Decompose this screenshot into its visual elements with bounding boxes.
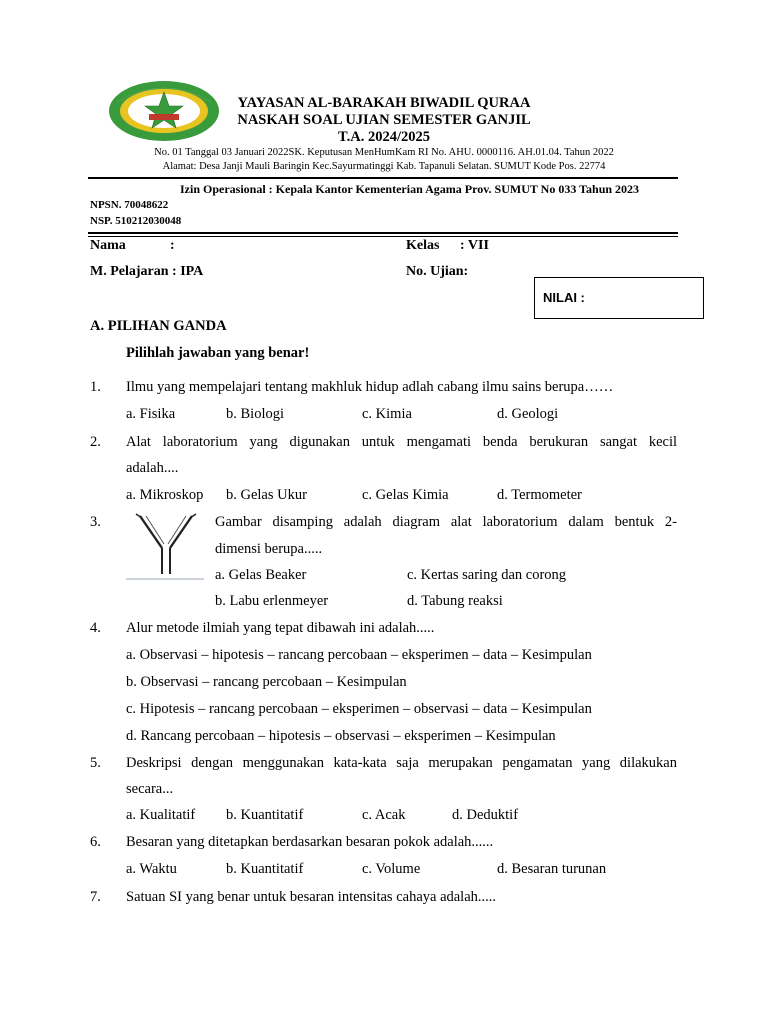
option-d: d. Geologi <box>497 406 559 422</box>
academic-year: T.A. 2024/2025 <box>338 129 430 145</box>
question-text: Deskripsi dengan menggunakan kata-kata saja merupakan pengamatan yang dilakukan <box>126 755 677 771</box>
npsn: NPSN. 70048622 <box>90 199 169 211</box>
institution-title: YAYASAN AL-BARAKAH BIWADIL QURAA <box>237 95 531 111</box>
option-c: c. Hipotesis – rancang percobaan – eksperimen – observasi – data – Kesimpulan <box>126 701 592 717</box>
option-b: b. Kuantitatif <box>226 807 304 823</box>
option-c: c. Kertas saring dan corong <box>407 567 567 583</box>
address: Alamat: Desa Janji Mauli Baringin Kec.Sayurmatinggi Kab. Tapanuli Selatan. SUMUT Kode Pos. 22774 <box>162 161 606 172</box>
option-a: a. Fisika <box>126 406 176 422</box>
double-rule-bottom <box>88 236 678 237</box>
kelas-value: : VII <box>460 238 489 253</box>
option-d: d. Besaran turunan <box>497 861 607 877</box>
question-text: Gambar disamping adalah diagram alat laboratorium dalam bentuk 2- <box>215 514 677 530</box>
nsp: NSP. 510212030048 <box>90 215 182 227</box>
option-b: b. Observasi – rancang percobaan – Kesimpulan <box>126 674 407 690</box>
option-a: a. Waktu <box>126 861 177 877</box>
option-c: c. Volume <box>362 861 421 877</box>
question-text: Satuan SI yang benar untuk besaran intensitas cahaya adalah..... <box>126 889 497 905</box>
funnel-diagram-image <box>126 512 206 582</box>
question-text-cont: adalah.... <box>126 460 179 476</box>
section-title: A. PILIHAN GANDA <box>90 318 227 334</box>
question-text: Ilmu yang mempelajari tentang makhluk hidup adlah cabang ilmu sains berupa…… <box>126 379 614 395</box>
header-divider <box>88 177 678 179</box>
option-a: a. Observasi – hipotesis – rancang percobaan – eksperimen – data – Kesimpulan <box>126 647 592 663</box>
section-instruction: Pilihlah jawaban yang benar! <box>126 345 310 361</box>
option-b: b. Gelas Ukur <box>226 487 307 503</box>
option-d: d. Deduktif <box>452 807 519 823</box>
question-number: 1. <box>90 379 101 395</box>
nama-label: Nama <box>90 238 126 253</box>
question-number: 5. <box>90 755 101 771</box>
question-text: Besaran yang ditetapkan berdasarkan besaran pokok adalah...... <box>126 834 494 850</box>
question-number: 7. <box>90 889 101 905</box>
question-number: 6. <box>90 834 101 850</box>
option-c: c. Kimia <box>362 406 412 422</box>
question-number: 2. <box>90 434 101 450</box>
nama-colon: : <box>170 238 175 253</box>
mapel-label: M. Pelajaran : IPA <box>90 264 204 279</box>
question-text: Alur metode ilmiah yang tepat dibawah ini adalah..... <box>126 620 435 636</box>
kelas-label: Kelas <box>406 238 440 253</box>
nilai-label: NILAI : <box>543 290 585 305</box>
option-a: a. Gelas Beaker <box>215 567 307 583</box>
nilai-box <box>534 277 704 319</box>
question-text-cont: dimensi berupa..... <box>215 541 323 557</box>
option-b: b. Biologi <box>226 406 285 422</box>
question-number: 4. <box>90 620 101 636</box>
operational-permit: Izin Operasional : Kepala Kantor Kementerian Agama Prov. SUMUT No 033 Tahun 2023 <box>180 182 640 196</box>
question-text-cont: secara... <box>126 781 174 797</box>
exam-title: NASKAH SOAL UJIAN SEMESTER GANJIL <box>237 112 531 128</box>
option-a: a. Kualitatif <box>126 807 196 823</box>
option-b: b. Labu erlenmeyer <box>215 593 329 609</box>
option-b: b. Kuantitatif <box>226 861 304 877</box>
option-d: d. Rancang percobaan – hipotesis – observasi – eksperimen – Kesimpulan <box>126 728 556 744</box>
option-c: c. Acak <box>362 807 406 823</box>
option-c: c. Gelas Kimia <box>362 487 449 503</box>
question-text: Alat laboratorium yang digunakan untuk mengamati benda berukuran sangat kecil <box>126 434 677 450</box>
noujian-label: No. Ujian: <box>406 264 469 279</box>
option-d: d. Tabung reaksi <box>407 593 503 609</box>
question-number: 3. <box>90 514 101 530</box>
option-a: a. Mikroskop <box>126 487 204 503</box>
legal-reference: No. 01 Tanggal 03 Januari 2022SK. Keputusan MenHumKam RI No. AHU. 0000116. AH.01.04. Tahun 2022 <box>154 147 614 158</box>
option-d: d. Termometer <box>497 487 582 503</box>
double-rule-top <box>88 232 678 234</box>
